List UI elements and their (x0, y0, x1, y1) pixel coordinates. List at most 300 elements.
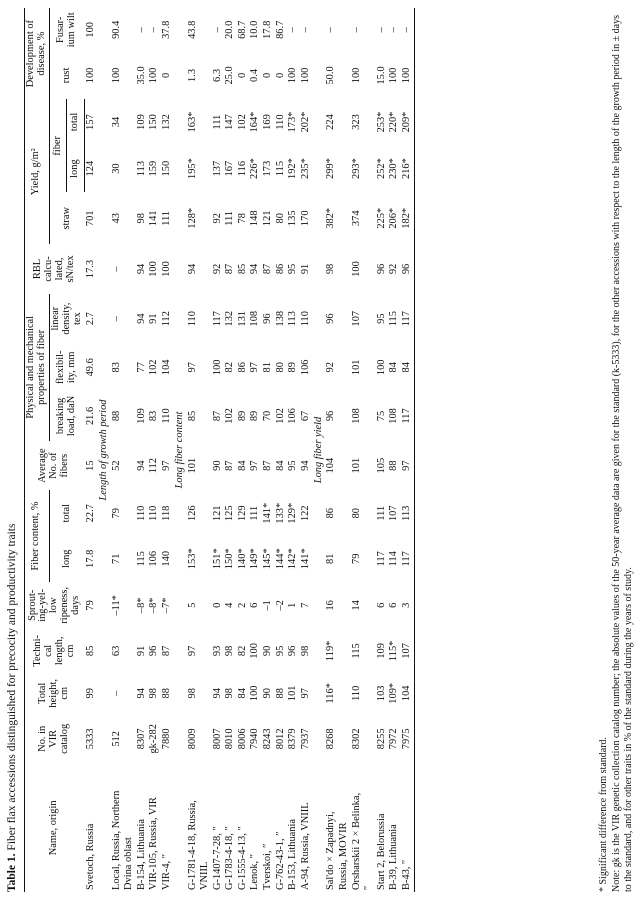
table-cell: 110 (350, 685, 362, 701)
table-cell: 116* (325, 683, 337, 704)
header-straw: straw (60, 207, 72, 230)
table-cell: 10.0 (249, 20, 261, 39)
table-cell: 8379 (287, 728, 299, 750)
table-cell (363, 391, 376, 441)
section-row (98, 8, 111, 892)
table-cell: 0 (236, 72, 248, 79)
table-cell: 98 (186, 688, 198, 699)
table-cell: –8* (135, 597, 147, 614)
table-cell: 94 (211, 688, 223, 699)
table-cell (363, 244, 376, 294)
table-cell (199, 714, 212, 764)
table-row (187, 8, 200, 892)
table-cell: 22.7 (84, 504, 96, 523)
table-cell (123, 294, 136, 344)
table-cell: 88 (110, 410, 122, 422)
table-cell: 117 (211, 311, 223, 327)
table-cell: 132 (160, 114, 172, 130)
row-name-cell: B-39, Lithuania (388, 824, 400, 890)
table-cell: 15.0 (375, 66, 387, 85)
table-cell: 90.4 (110, 20, 122, 39)
table-cell: 225* (375, 207, 387, 229)
table-cell: 92 (388, 263, 400, 275)
table-row (212, 8, 225, 892)
table-cell: – (325, 27, 337, 33)
table-cell (123, 629, 136, 672)
header-name: Name, origin (25, 764, 85, 892)
table-cell: 83 (110, 362, 122, 373)
table-cell: –2 (274, 600, 286, 611)
table-cell: 79 (84, 600, 96, 611)
row-name-cell: Orsharskii 2 × Belinka, (350, 792, 362, 890)
header-rust: rust (60, 67, 72, 84)
table-cell (123, 391, 136, 441)
table-cell (199, 244, 212, 294)
note-significance: * Significant difference from standard. (598, 736, 609, 892)
header-sprouting: Sprout-ing-yel-low ripeness, days (25, 582, 85, 630)
table-cell: 14 (350, 600, 362, 611)
table-cell: 117 (401, 391, 414, 441)
table-cell: 30 (110, 163, 122, 174)
table-cell (363, 145, 376, 193)
table-cell: 96 (401, 244, 414, 294)
table-row (363, 8, 376, 892)
table-cell: – (135, 27, 147, 33)
table-cell: 91 (148, 313, 160, 324)
table-cell: 8302 (350, 728, 362, 750)
table-cell: 25.0 (224, 66, 236, 85)
row-name-cell: Tverskoi, ″ (262, 843, 274, 890)
table-cell: 5333 (84, 728, 96, 750)
table-cell: 100 (249, 643, 261, 659)
table-body (85, 8, 415, 892)
table-cell: 87 (211, 410, 223, 422)
table-cell: 95 (375, 313, 387, 324)
table-cell: 144* (274, 548, 286, 570)
table-row (199, 8, 212, 892)
table-cell: 90 (262, 688, 274, 699)
table-cell: 97 (186, 362, 198, 373)
table-cell: 131 (236, 310, 248, 327)
table-cell: 153* (186, 548, 198, 570)
table-cell: 107 (388, 505, 400, 522)
header-rbl: RBL calcu-lated, sN/tex (25, 244, 85, 294)
table-cell: 88 (160, 688, 172, 699)
table-cell: 141* (262, 502, 274, 524)
table-cell: 2 (236, 602, 248, 608)
table-cell: 0 (160, 72, 172, 79)
table-cell (123, 673, 136, 714)
table-cell: 50.0 (325, 66, 337, 85)
table-cell: 83 (148, 410, 160, 422)
caption-text: Fiber flax accessions distinguished for precocity and productivity traits (6, 523, 18, 851)
table-cell: 63 (110, 645, 122, 657)
table-cell (123, 582, 136, 630)
table-cell (338, 582, 351, 630)
table-row (224, 8, 237, 892)
table-cell: 111 (249, 505, 261, 521)
table-cell: 107 (401, 629, 414, 672)
table-cell: 125 (224, 505, 236, 522)
table-cell: 101 (350, 359, 362, 376)
table-cell (199, 391, 212, 441)
table-cell: 252* (375, 158, 387, 179)
table-cell (338, 294, 351, 344)
table-cell: 95 (287, 263, 299, 275)
row-name-cell: ″ (363, 885, 375, 890)
table-cell: 148 (249, 210, 261, 227)
table-cell: 101 (186, 457, 198, 474)
table-cell (123, 8, 136, 52)
table-cell: 169 (262, 114, 274, 130)
table-cell: 121 (262, 210, 274, 227)
table-cell: 7972 (388, 728, 400, 750)
table-cell: 323 (350, 114, 362, 130)
table-row (250, 8, 263, 892)
header-flexibility: flexibil-ity, mm (55, 350, 78, 385)
table-cell: 21.6 (84, 406, 96, 426)
table-cell: 96 (375, 263, 387, 275)
row-name-cell: Svetoch, Russia (84, 823, 96, 890)
table-cell: 98 (135, 213, 147, 224)
table-cell: 1.3 (186, 68, 198, 82)
table-cell: 81 (325, 553, 337, 564)
table-cell: 374 (350, 210, 362, 227)
table-cell: – (388, 27, 400, 33)
table-cell: 87 (224, 263, 236, 275)
table-cell (363, 99, 376, 145)
table-cell: 94 (135, 263, 147, 275)
table-cell: 105 (375, 457, 387, 474)
header-fiber-content: Fiber content, % (25, 490, 50, 581)
table-cell (199, 344, 212, 392)
table-cell: 118 (160, 505, 172, 521)
table-cell: 7975 (401, 714, 414, 764)
table-cell: 95 (287, 460, 299, 471)
table-cell: 111 (375, 505, 387, 521)
table-cell: 113 (135, 160, 147, 177)
table-cell (199, 145, 212, 193)
table-cell: – (375, 27, 387, 33)
table-cell (363, 344, 376, 392)
table-cell: 7 (299, 602, 311, 608)
table-cell: 110 (160, 408, 172, 424)
table-cell: 147 (224, 114, 236, 130)
table-cell: –7* (160, 597, 172, 614)
table-cell: 84 (274, 460, 286, 471)
row-name-cell: G-1781-4-18, Russia, (186, 800, 198, 890)
table-cell: 89 (287, 362, 299, 373)
table-cell: 104 (325, 457, 337, 474)
section-row (174, 8, 187, 892)
table-cell: 98 (224, 645, 236, 657)
table-cell: 8255 (375, 728, 387, 750)
table-cell: 150 (160, 160, 172, 177)
table-row (85, 8, 98, 892)
table-cell: 85 (84, 645, 96, 657)
table-cell: 7880 (160, 728, 172, 750)
table-cell: 90 (211, 460, 223, 471)
table-cell: 100 (84, 22, 96, 38)
table-cell: 113 (287, 311, 299, 327)
table-cell: 117 (401, 536, 414, 582)
table-cell: 84 (388, 362, 400, 373)
table-cell: 8009 (186, 728, 198, 750)
table-cell (199, 294, 212, 344)
table-cell: 230* (388, 158, 400, 179)
header-yield: Yield, g/m² (25, 99, 50, 244)
table-cell: 8307 (135, 728, 147, 750)
table-cell: 132 (224, 310, 236, 327)
table-cell: 701 (84, 210, 96, 227)
table-cell: 96 (287, 645, 299, 657)
row-name-cell: A-94, Russia, VNIIL (299, 802, 311, 890)
header-fc-long: long (60, 549, 72, 568)
table-cell: 87 (262, 460, 274, 471)
table-cell (363, 490, 376, 536)
table-cell: 145* (262, 548, 274, 570)
table-cell: – (211, 27, 223, 33)
table-cell (123, 441, 136, 491)
table-cell (123, 192, 136, 244)
table-cell: 92 (211, 213, 223, 224)
table-cell: – (350, 27, 362, 33)
table-cell: 167 (224, 160, 236, 177)
table-cell: 94 (135, 460, 147, 471)
table-cell: 226* (249, 158, 261, 179)
table-cell: 6 (388, 602, 400, 608)
table-cell: 67 (299, 410, 311, 422)
data-table (24, 8, 415, 892)
table-cell: 115 (388, 311, 400, 327)
row-name-cell: Dvina oblast (123, 837, 135, 890)
row-name-cell: B-154, Lithuania (135, 819, 147, 890)
table-cell: 111 (211, 114, 223, 130)
table-cell (363, 52, 376, 100)
header-total-height: Total height, cm (25, 673, 85, 714)
row-name-cell: G-762-43-1, ″ (274, 831, 286, 890)
table-cell (199, 99, 212, 145)
table-cell: 103 (375, 685, 387, 702)
table-cell (199, 441, 212, 491)
table-row (136, 8, 149, 892)
table-cell: 0.4 (249, 68, 261, 82)
table-cell: 115 (350, 643, 362, 659)
table-cell: 35.0 (135, 66, 147, 85)
table-cell: 100 (350, 67, 362, 84)
table-cell (363, 192, 376, 244)
header-linear: linear density, tex (49, 302, 83, 335)
header-breaking: breaking load, daN (55, 395, 78, 437)
table-cell: 151* (211, 548, 223, 570)
table-cell: 100 (84, 67, 96, 84)
table-cell: 150* (224, 548, 236, 570)
table-cell: 106 (299, 359, 311, 376)
row-name-cell: Lenok, ″ (249, 853, 261, 890)
table-row (161, 8, 174, 892)
table-cell: 163* (186, 111, 198, 133)
table-cell: 109 (135, 114, 147, 130)
table-cell: 75 (375, 410, 387, 422)
table-cell (123, 536, 136, 582)
table-cell: 96 (262, 313, 274, 324)
table-cell: 1 (287, 602, 299, 608)
table-cell: 17.8 (84, 549, 96, 568)
table-cell: 115 (274, 160, 286, 177)
table-cell: 117 (401, 294, 414, 344)
table-cell: 293* (350, 158, 362, 179)
table-cell: 102 (274, 408, 286, 424)
header-yield-long: long (67, 145, 85, 193)
table-cell: 17.3 (84, 259, 96, 279)
table-cell: 16 (325, 600, 337, 611)
table-row (326, 8, 339, 892)
table-cell: 68.7 (236, 20, 248, 39)
table-cell: 99 (84, 688, 96, 699)
row-name-cell: VIR-4, ″ (160, 853, 172, 890)
table-cell (338, 192, 351, 244)
table-cell: 94 (186, 263, 198, 275)
table-cell: 202* (299, 111, 311, 133)
table-cell: 100 (287, 67, 299, 84)
table-cell: 100 (211, 359, 223, 376)
table-cell: 150 (148, 114, 160, 130)
table-cell: 80 (350, 508, 362, 519)
table-cell: 129* (287, 502, 299, 524)
table-cell: 115* (388, 640, 400, 662)
table-cell: 80 (274, 213, 286, 224)
table-cell: 97 (299, 688, 311, 699)
table-cell: 87 (160, 645, 172, 657)
table-cell: – (287, 27, 299, 33)
table-cell: 216* (401, 145, 414, 193)
table-row (111, 8, 124, 892)
table-cell (199, 673, 212, 714)
table-cell: 97 (401, 441, 414, 491)
table-cell: 138 (274, 310, 286, 327)
table-cell: 97 (249, 362, 261, 373)
table-cell: 140* (236, 548, 248, 570)
table-cell: 140 (160, 550, 172, 567)
table-row (351, 8, 364, 892)
row-name-cell: B-43, ″ (401, 764, 414, 892)
table-cell: 209* (401, 99, 414, 145)
table-cell: 253* (375, 111, 387, 133)
note-explanation: Note: gk is the VIR genetic collection catalog number; the absolute values of the 50-year average data are given for the standard (k-5333), for the other accessions with respect to the length of the growth period in ± days to the standard, and for other traits in % of the standard during the years of study. (610, 15, 634, 892)
table-cell: 84 (236, 688, 248, 699)
table-cell: 6.3 (211, 68, 223, 82)
table-cell: 91 (299, 263, 311, 275)
table-cell: 84 (236, 460, 248, 471)
table-cell (199, 192, 212, 244)
table-row (123, 8, 136, 892)
row-name-cell: VIR-105, Russia, VIR (148, 797, 160, 890)
table-cell: 91 (135, 645, 147, 657)
table-cell: 110 (299, 311, 311, 327)
table-cell: 122 (299, 505, 311, 522)
table-cell: 157 (84, 114, 96, 130)
table-cell: 80 (274, 362, 286, 373)
table-cell: – (299, 27, 311, 33)
table-cell: 20.0 (224, 20, 236, 39)
table-row (300, 8, 313, 892)
table-cell: –8* (148, 597, 160, 614)
table-cell: – (110, 316, 122, 322)
table-cell: 133* (274, 502, 286, 524)
table-cell: 109* (388, 682, 400, 704)
table-cell: 149* (249, 548, 261, 570)
table-cell: 87 (224, 460, 236, 471)
table-cell: 81 (262, 362, 274, 373)
table-cell: 382* (325, 207, 337, 229)
table-cell: 142* (287, 548, 299, 570)
table-cell: 173* (287, 111, 299, 133)
table-cell: 89 (236, 410, 248, 422)
section-label: Length of growth period (97, 399, 109, 501)
table-cell: 88 (388, 460, 400, 471)
header-catalog: No. in VIR catalog (25, 714, 85, 764)
table-cell (338, 391, 351, 441)
table-cell: 100 (375, 359, 387, 376)
table-cell: 159 (148, 160, 160, 177)
table-cell: 109 (375, 643, 387, 659)
table-cell: 112 (160, 311, 172, 327)
table-cell: 110 (274, 114, 286, 130)
header-fc-total: total (60, 503, 72, 523)
row-name-cell: Start 2, Belorussia (375, 813, 387, 890)
table-cell: 8007 (211, 728, 223, 750)
header-avg-fibers: Average No. of fibers (25, 441, 85, 491)
header-physmech: Physical and mechanical properties of fiber (25, 294, 50, 441)
row-name-cell: G-1407-7-28, ″ (211, 826, 223, 890)
table-cell: 116 (236, 160, 248, 177)
table-cell: 17.8 (262, 20, 274, 39)
table-cell: 512 (110, 731, 122, 747)
header-yield-total: total (67, 99, 85, 145)
table-cell: 115 (135, 551, 147, 567)
table-notes (598, 8, 636, 892)
table-cell: 94 (249, 263, 261, 275)
table-cell: 43 (110, 213, 122, 224)
table-cell: 97 (160, 460, 172, 471)
table-cell: –1 (262, 600, 274, 611)
section-label: Long fiber yield (312, 416, 324, 484)
table-cell: 70 (262, 410, 274, 422)
table-cell: 100 (148, 67, 160, 84)
table-cell: 104 (160, 359, 172, 376)
table-cell (363, 673, 376, 714)
row-name-cell: Local, Russia, Northern (110, 790, 122, 890)
table-cell: 135 (287, 210, 299, 227)
table-cell (338, 441, 351, 491)
table-cell: – (110, 266, 122, 272)
table-cell: 86 (274, 263, 286, 275)
table-row (287, 8, 300, 892)
table-row (389, 8, 402, 892)
table-cell: 87 (262, 263, 274, 275)
table-cell: 220* (388, 111, 400, 133)
table-cell (338, 344, 351, 392)
table-cell: 195* (186, 158, 198, 179)
table-cell: 299* (325, 158, 337, 179)
table-cell: 98 (148, 688, 160, 699)
table-cell: 100 (350, 261, 362, 277)
table-cell: 85 (186, 410, 198, 422)
table-cell (338, 536, 351, 582)
table-cell (199, 52, 212, 100)
table-cell (338, 629, 351, 672)
table-cell: 100 (388, 67, 400, 84)
